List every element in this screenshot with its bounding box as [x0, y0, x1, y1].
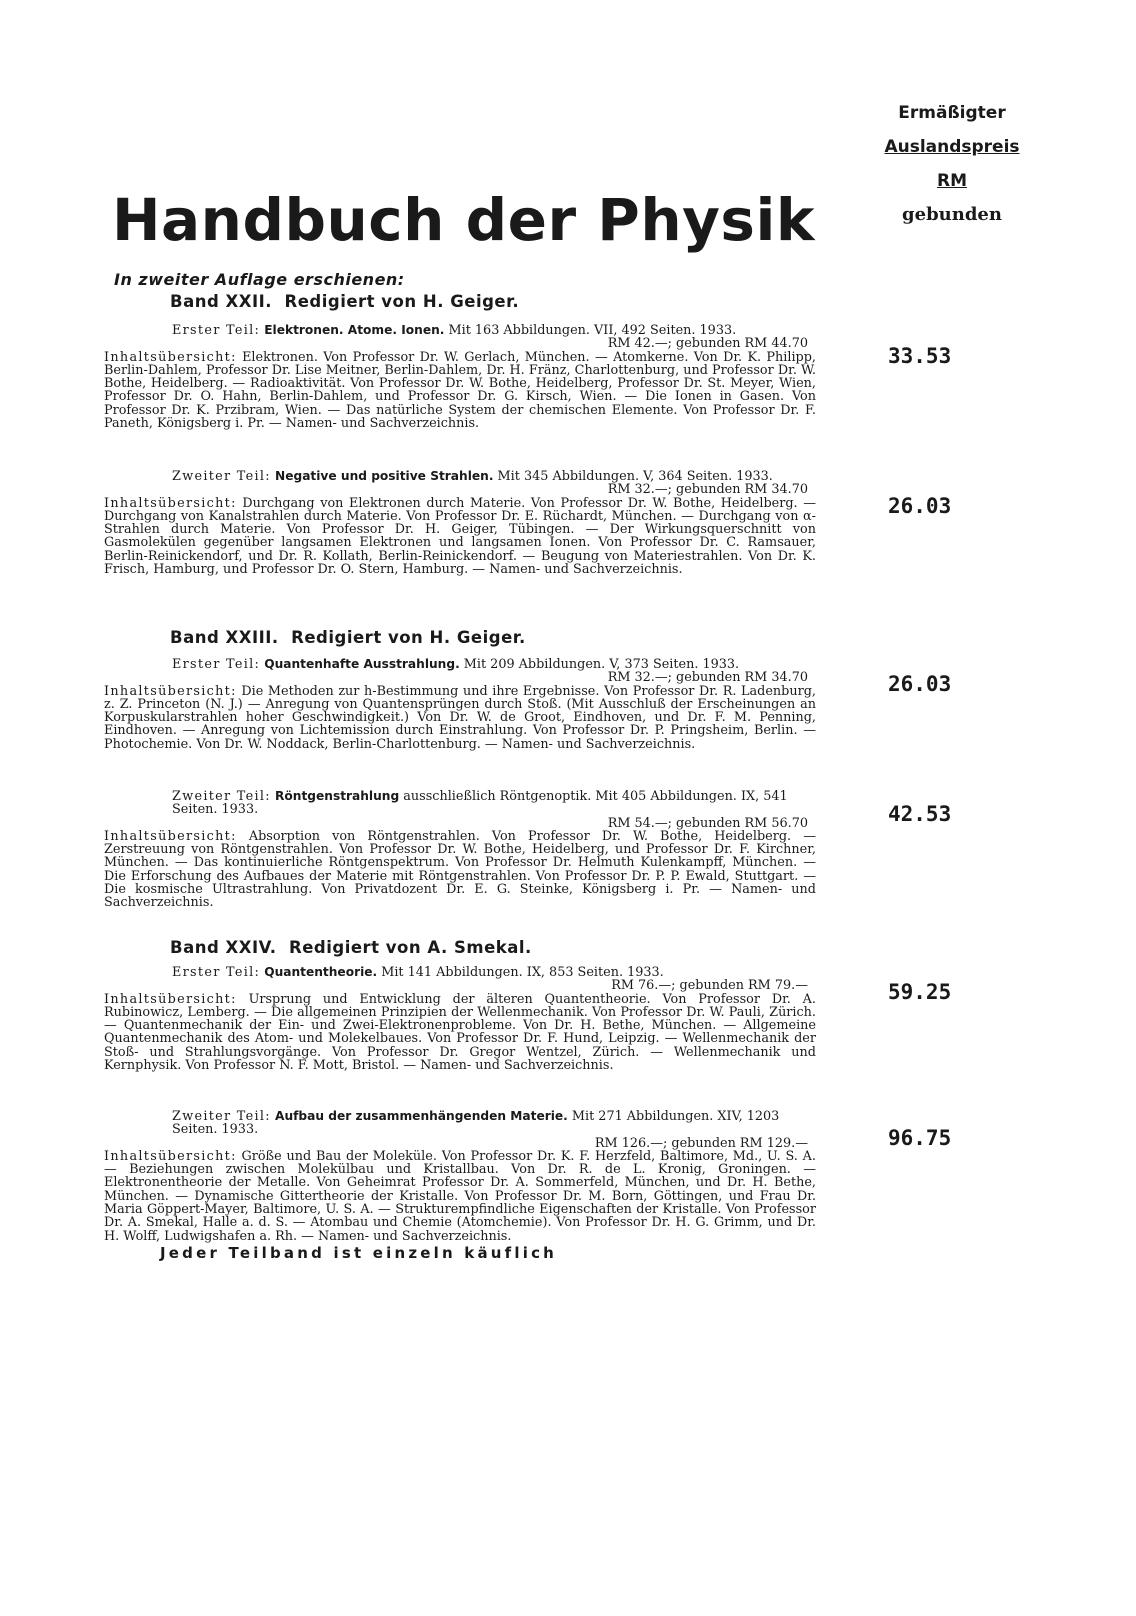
price-band-xxii-part-1: 33.53 — [888, 344, 952, 368]
part-label: Erster Teil: — [172, 965, 261, 980]
part-details: Mit 209 Abbildungen. V, 373 Seiten. 1933. — [463, 657, 740, 672]
page-subtitle: In zweiter Auflage erschienen: — [114, 270, 405, 289]
part-contents — [104, 1150, 816, 1243]
part-contents — [104, 497, 816, 577]
part-label: Zweiter Teil: — [172, 789, 271, 804]
part-label: Erster Teil: — [172, 657, 261, 672]
part-label: Zweiter Teil: — [172, 1109, 271, 1124]
band-heading-xxiii — [170, 628, 526, 647]
contents-label: Inhaltsübersicht: — [104, 991, 237, 1007]
contents-text: Durchgang von Elektronen durch Materie. Von Professor Dr. W. Bothe, Heidelberg. — Durchgang von Kanalstrahlen durch Materie. Von Professor Dr. E. Rüchardt, München. — Durchgang von α-Strahlen durch Materie. Von Professor Dr. H. Geiger, Tübingen. — Der Wirkungsquerschnitt von Gasmolekülen gegenüber langsamen Elektronen und langsamen Ionen. Von Professor Dr. C. Ramsauer, Berlin-Reinickendorf, und Dr. R. Kollath, Berlin-Reinickendorf. — Beugung von Materiestrahlen. Von Dr. K. Frisch, Hamburg, und Professor Dr. O. Stern, Hamburg. — Namen- und Sachverzeichnis. — [104, 495, 816, 578]
contents-text: Die Methoden zur h-Bestimmung und ihre Ergebnisse. Von Professor Dr. R. Ladenburg, z. Z. Princeton (N. J.) — Anregung von Quantensprüngen durch Stoß. (Mit Ausschluß der Erscheinungen an Korpuskularstrahlen hoher Geschwindigkeit.) Von Dr. W. de Groot, Eindhoven, und Dr. F. M. Penning, Eindhoven. — Anregung von Lichtemission durch Einstrahlung. Von Professor Dr. P. Pringsheim, Berlin. — Photochemie. Von Dr. W. Noddack, Berlin-Charlottenburg. — Namen- und Sachverzeichnis. — [104, 683, 816, 752]
price-header-line-1: Ermäßigter — [898, 103, 1006, 123]
part-topic: Elektronen. Atome. Ionen. — [264, 323, 445, 337]
part-contents — [104, 685, 816, 751]
contents-label: Inhaltsübersicht: — [104, 495, 237, 511]
band-xxiv-part-1 — [104, 966, 816, 1072]
band-number: Band XXIII. — [170, 628, 279, 647]
band-number: Band XXII. — [170, 292, 273, 311]
price-band-xxiii-part-2: 42.53 — [888, 802, 952, 826]
part-price-rm: RM 54.—; gebunden RM 56.70 — [607, 815, 808, 831]
band-heading-xxiv — [170, 938, 532, 957]
part-topic: Aufbau der zusammenhängenden Materie. — [275, 1109, 568, 1123]
contents-text: Größe und Bau der Moleküle. Von Professor Dr. K. F. Herzfeld, Baltimore, Md., U. S. A. — Beziehungen zwischen Molekülbau und Kristallbau. Von Dr. R. de L. Kronig, Groningen. — Elektronentheorie der Metalle. Von Geheimrat Professor Dr. A. Sommerfeld, München, und Dr. H. Bethe, München. — Dynamische Gittertheorie der Kristalle. Von Professor Dr. M. Born, Göttingen, und Frau Dr. Maria Göppert-Mayer, Baltimore, U. S. A. — Strukturempfindliche Eigenschaften der Kristalle. Von Professor Dr. A. Smekal, Halle a. d. S. — Atombau und Chemie (Atomchemie). Von Professor Dr. H. G. Grimm, und Dr. H. Wolff, Ludwigshafen a. Rh. — Namen- und Sachverzeichnis. — [104, 1148, 816, 1244]
part-price-rm: RM 32.—; gebunden RM 34.70 — [607, 482, 808, 498]
price-column-header — [872, 96, 1032, 232]
part-label: Erster Teil: — [172, 323, 261, 338]
part-contents — [104, 351, 816, 431]
part-price-rm: RM 126.—; gebunden RM 129.— — [594, 1135, 808, 1151]
contents-label: Inhaltsübersicht: — [104, 349, 237, 365]
band-xxiii-part-1 — [104, 658, 816, 751]
part-price-rm: RM 32.—; gebunden RM 34.70 — [607, 670, 808, 686]
band-redigiert: Redigiert von — [291, 628, 424, 647]
part-details: Mit 345 Abbildungen. V, 364 Seiten. 1933. — [497, 469, 773, 484]
part-details: Mit 141 Abbildungen. IX, 853 Seiten. 1933. — [381, 965, 664, 980]
band-xxii-part-2 — [104, 470, 816, 576]
part-price-rm: RM 42.—; gebunden RM 44.70 — [607, 336, 808, 352]
footer-note: Jeder Teilband ist einzeln käuflich — [160, 1244, 558, 1262]
band-xxiv-part-2 — [104, 1110, 816, 1243]
part-contents — [104, 993, 816, 1073]
part-contents — [104, 830, 816, 910]
part-topic: Röntgenstrahlung — [275, 789, 400, 803]
price-header-line-3: RM — [936, 171, 967, 191]
part-topic: Negative und positive Strahlen. — [275, 469, 494, 483]
band-heading-xxii — [170, 292, 519, 311]
contents-label: Inhaltsübersicht: — [104, 828, 237, 844]
band-editor: A. Smekal. — [427, 938, 532, 957]
page-title: Handbuch der Physik — [112, 186, 815, 254]
contents-text: Absorption von Röntgenstrahlen. Von Professor Dr. W. Bothe, Heidelberg. — Zerstreuung von Röntgenstrahlen. Von Professor Dr. W. Bothe, Heidelberg, und Professor Dr. F. Kirchner, München. — Das kontinuierliche Röntgenspektrum. Von Professor Dr. Helmuth Kulenkampff, München. — Die Erforschung des Aufbaues der Materie mit Röntgenstrahlen. Von Professor Dr. P. P. Ewald, Stuttgart. — Die kosmische Ultrastrahlung. Von Privatdozent Dr. E. G. Steinke, Königsberg i. Pr. — Namen- und Sachverzeichnis. — [104, 828, 816, 911]
band-number: Band XXIV. — [170, 938, 277, 957]
contents-text: Ursprung und Entwicklung der älteren Quantentheorie. Von Professor Dr. A. Rubinowicz, Lemberg. — Die allgemeinen Prinzipien der Wellenmechanik. Von Professor Dr. W. Pauli, Zürich. — Quantenmechanik der Ein- und Zwei-Elektronenprobleme. Von Dr. H. Bethe, München. — Allgemeine Quantenmechanik des Atom- und Molekelbaues. Von Professor Dr. F. Hund, Leipzig. — Wellenmechanik der Stoß- und Strahlungsvorgänge. Von Professor Dr. Gregor Wentzel, Zürich. — Wellenmechanik und Kernphysik. Von Professor N. F. Mott, Bristol. — Namen- und Sachverzeichnis. — [104, 991, 816, 1074]
part-details: Mit 271 Abbildungen. XIV, 1203 Seiten. 1933. — [172, 1109, 780, 1138]
price-band-xxiv-part-2: 96.75 — [888, 1126, 952, 1150]
price-band-xxii-part-2: 26.03 — [888, 494, 952, 518]
part-topic: Quantentheorie. — [264, 965, 378, 979]
price-header-line-2: Auslandspreis — [884, 137, 1020, 157]
price-header-line-4: gebunden — [902, 204, 1002, 225]
contents-text: Elektronen. Von Professor Dr. W. Gerlach, München. — Atomkerne. Von Dr. K. Philipp, Berlin-Dahlem, Professor Dr. Lise Meitner, Berlin-Dahlem, Dr. H. Fränz, Charlottenburg, und Professor Dr. W. Bothe, Heidelberg. — Radioaktivität. Von Professor Dr. W. Bothe, Heidelberg, Professor Dr. St. Meyer, Wien, Professor Dr. O. Hahn, Berlin-Dahlem, und Professor Dr. G. Kirsch, Wien. — Die Ionen in Gasen. Von Professor Dr. K. Przibram, Wien. — Das natürliche System der chemischen Elemente. Von Professor Dr. F. Paneth, Königsberg i. Pr. — Namen- und Sachverzeichnis. — [104, 349, 816, 432]
band-editor: H. Geiger. — [429, 628, 526, 647]
contents-label: Inhaltsübersicht: — [104, 683, 237, 699]
part-details: ausschließlich Röntgenoptik. Mit 405 Abbildungen. IX, 541 Seiten. 1933. — [172, 789, 788, 818]
price-band-xxiii-part-1: 26.03 — [888, 672, 952, 696]
band-xxiii-part-2 — [104, 790, 816, 910]
part-topic: Quantenhafte Ausstrahlung. — [264, 657, 460, 671]
part-price-rm: RM 76.—; gebunden RM 79.— — [611, 978, 808, 994]
price-band-xxiv-part-1: 59.25 — [888, 980, 952, 1004]
part-details: Mit 163 Abbildungen. VII, 492 Seiten. 1933. — [448, 323, 737, 338]
contents-label: Inhaltsübersicht: — [104, 1148, 237, 1164]
band-xxii-part-1 — [104, 324, 816, 430]
band-redigiert: Redigiert von — [289, 938, 422, 957]
part-label: Zweiter Teil: — [172, 469, 271, 484]
band-redigiert: Redigiert von — [284, 292, 417, 311]
band-editor: H. Geiger. — [422, 292, 520, 311]
